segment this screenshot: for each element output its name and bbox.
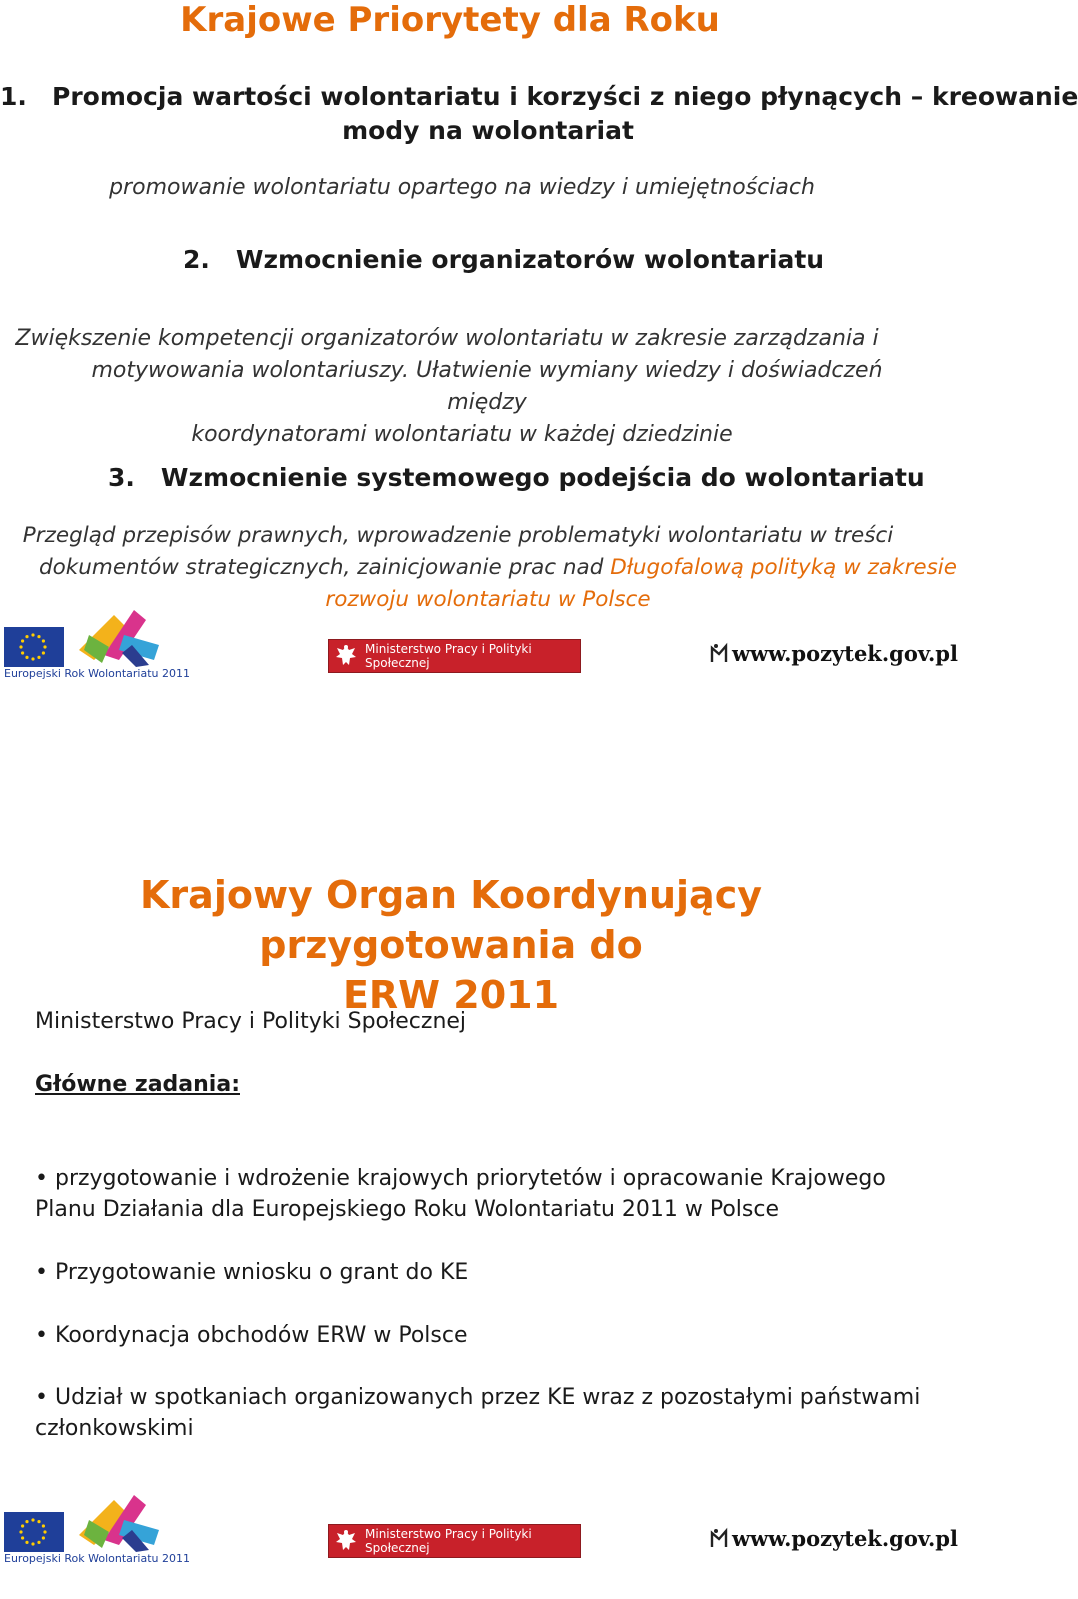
ministry-logo <box>328 1524 581 1558</box>
slide-footer <box>0 605 960 685</box>
slide-priorities <box>0 0 1078 700</box>
eu-flag-icon <box>4 627 64 667</box>
description-line: koordynatorami wolontariatu w każdej dziedzinie <box>191 422 733 447</box>
task-line: • Udział w spotkaniach organizowanych przez KE wraz z pozostałymi państwami <box>35 1382 920 1413</box>
eu-year-caption: Europejski Rok Wolontariatu 2011 <box>4 1552 191 1565</box>
priority-heading-text: Wzmocnienie systemowego podejścia do wolontariatu <box>160 463 925 492</box>
description-line: Zwiększenie kompetencji organizatorów wolontariatu w zakresie zarządzania i <box>15 326 879 351</box>
task-item <box>35 1382 920 1444</box>
priority-1-description: promowanie wolontariatu opartego na wiedzy i umiejętnościach <box>109 175 815 200</box>
task-line: • Przygotowanie wniosku o grant do KE <box>35 1257 468 1288</box>
task-line: • Koordynacja obchodów ERW w Polsce <box>35 1320 468 1351</box>
website-logo <box>710 641 958 666</box>
ministry-name: Ministerstwo Pracy i Polityki Społecznej <box>365 1527 532 1555</box>
pozytek-mark-icon <box>710 642 728 664</box>
volunteer-ribbon-icon <box>74 605 164 667</box>
priority-2-heading <box>183 245 824 274</box>
website-url[interactable]: www.pozytek.gov.pl <box>732 641 958 666</box>
organ-name: Ministerstwo Pracy i Polityki Społecznej <box>35 1009 467 1034</box>
task-item <box>35 1257 468 1288</box>
task-line: • przygotowanie i wdrożenie krajowych priorytetów i opracowanie Krajowego <box>35 1163 886 1194</box>
description-line <box>0 552 976 584</box>
task-item <box>35 1320 468 1351</box>
priority-heading-line: mody na wolontariat <box>342 116 634 145</box>
task-line: Planu Działania dla Europejskiego Roku Wolontariatu 2011 w Polsce <box>35 1197 780 1222</box>
volunteer-ribbon-icon <box>74 1490 164 1552</box>
ministry-logo <box>328 639 581 673</box>
description-text: dokumentów strategicznych, zainicjowanie prac nad <box>39 555 611 580</box>
slide-title: Krajowe Priorytety dla Roku <box>180 0 720 40</box>
website-url[interactable]: www.pozytek.gov.pl <box>732 1526 958 1551</box>
slide-coordinating-body <box>0 870 960 1599</box>
eu-year-logo <box>4 1490 189 1565</box>
ministry-name: Ministerstwo Pracy i Polityki Społecznej <box>365 642 532 670</box>
priority-number: 2. <box>183 245 210 274</box>
priority-3-heading <box>108 463 925 492</box>
polish-eagle-icon <box>335 1528 357 1554</box>
task-item <box>35 1163 886 1225</box>
title-line: ERW 2011 <box>342 973 560 1017</box>
description-line: motywowania wolontariuszy. Ułatwienie wymiany wiedzy i doświadczeń między <box>91 358 883 415</box>
title-line: Krajowy Organ Koordynujący przygotowania do <box>139 873 762 967</box>
pozytek-mark-icon <box>710 1527 728 1549</box>
priority-heading-text: Wzmocnienie organizatorów wolontariatu <box>235 245 825 274</box>
priority-number: 3. <box>108 463 135 492</box>
priority-heading-line: Promocja wartości wolontariatu i korzyści z niego płynących – kreowanie <box>52 82 1078 111</box>
eu-flag-icon <box>4 1512 64 1552</box>
task-line: członkowskimi <box>35 1416 194 1441</box>
polish-eagle-icon <box>335 643 357 669</box>
eu-year-logo <box>4 605 189 680</box>
policy-highlight: rozwoju wolontariatu w Polsce <box>325 587 651 612</box>
website-logo <box>710 1526 958 1551</box>
policy-highlight: Długofalową polityką w zakresie <box>610 555 957 580</box>
priority-3-description <box>0 520 976 616</box>
slide-title <box>0 870 902 1020</box>
slide-footer <box>0 1490 960 1570</box>
priority-2-description <box>0 323 924 451</box>
priority-number: 1. <box>0 82 27 111</box>
eu-year-caption: Europejski Rok Wolontariatu 2011 <box>4 667 191 680</box>
tasks-heading: Główne zadania: <box>35 1072 240 1097</box>
description-line: Przegląd przepisów prawnych, wprowadzenie problematyki wolontariatu w treści <box>22 523 894 548</box>
